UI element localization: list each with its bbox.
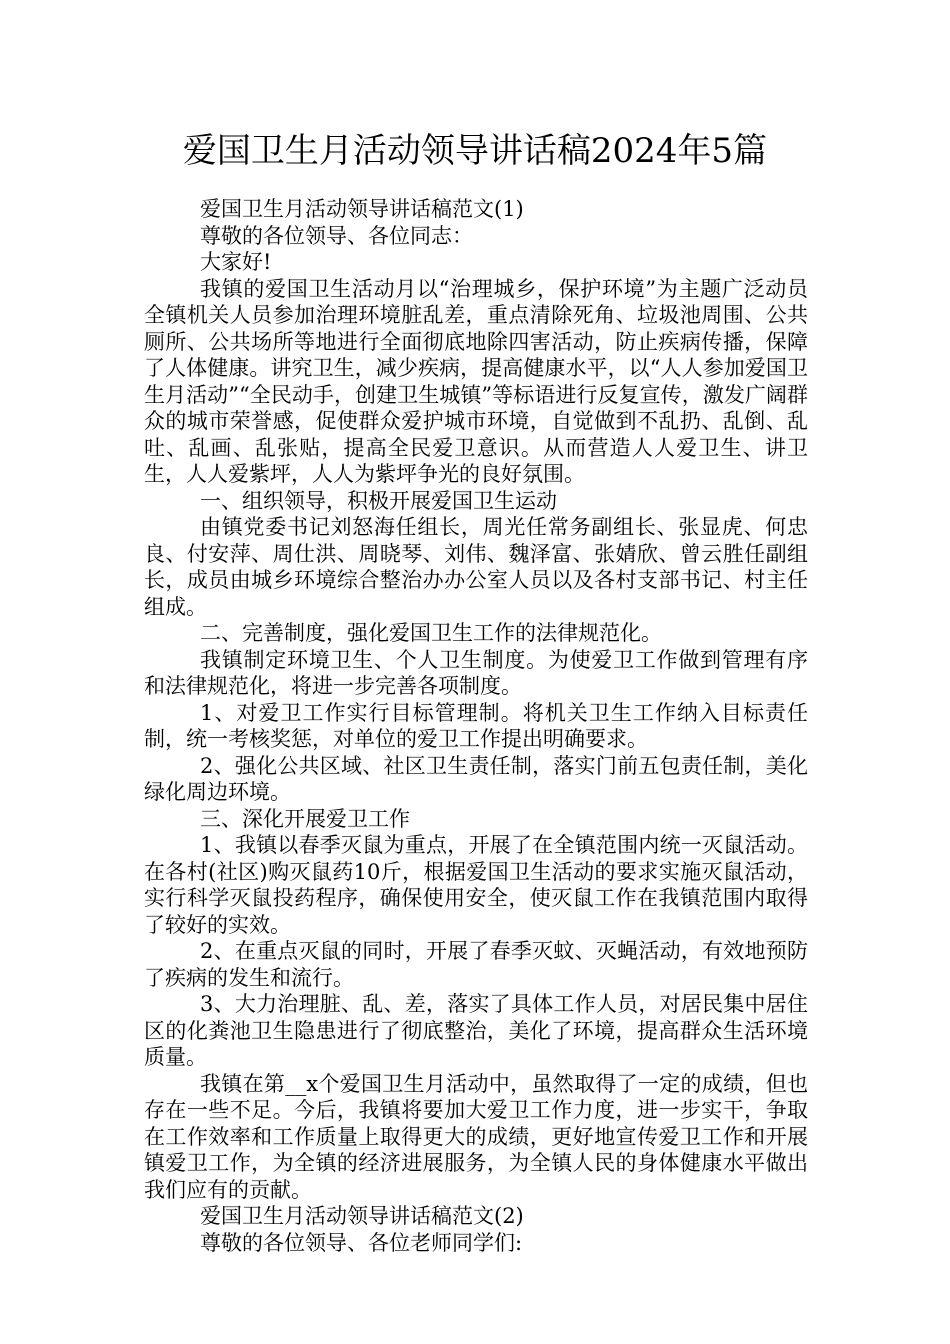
paragraph: 我镇的爱国卫生活动月以“治理城乡，保护环境”为主题广泛动员全镇机关人员参加治理环境脏乱差，重点清除死角、垃圾池周围、公共厕所、公共场所等地进行全面彻底地除四害活动，防止疾病传播，保障了人体健康。讲究卫生，减少疾病，提高健康水平，以“人人参加爱国卫生月活动”“全民动手，创建卫生城镇”等标语进行反复宣传，激发广阔群众的城市荣誉感，促使群众爱护城市环境，自觉做到不乱扔、乱倒、乱吐、乱画、乱张贴，提高全民爱卫意识。从而营造人人爱卫生、讲卫生，人人爱紫坪，人人为紫坪争光的良好氛围。: [144, 276, 808, 486]
paragraph: 我镇制定环境卫生、个人卫生制度。为使爱卫工作做到管理有序和法律规范化，将进一步完善各项制度。: [144, 647, 808, 698]
list-item: 2、在重点灭鼠的同时，开展了春季灭蚊、灭蝇活动，有效地预防了疾病的发生和流行。: [144, 939, 808, 990]
document-body: [144, 196, 808, 1256]
list-item: 1、我镇以春季灭鼠为重点，开展了在全镇范围内统一灭鼠活动。在各村(社区)购灭鼠药10斤，根据爱国卫生活动的要求实施灭鼠活动，实行科学灭鼠投药程序，确保使用安全，使灭鼠工作在我镇范围内取得了较好的实效。: [144, 833, 808, 937]
paragraph: 我镇在第__x个爱国卫生月活动中，虽然取得了一定的成绩，但也存在一些不足。今后，我镇将要加大爱卫工作力度，进一步实干，争取在工作效率和工作质量上取得更大的成绩，更好地宣传爱卫工作和开展镇爱卫工作，为全镇的经济进展服务，为全镇人民的身体健康水平做出我们应有的贡献。: [144, 1071, 808, 1202]
greeting: 大家好!: [200, 250, 272, 274]
list-item: 1、对爱卫工作实行目标管理制。将机关卫生工作纳入目标责任制，统一考核奖惩，对单位的爱卫工作提出明确要求。: [144, 700, 808, 751]
section-heading-2: 爱国卫生月活动领导讲话稿范文(2): [200, 1204, 524, 1228]
salutation: 尊敬的各位领导、各位同志：: [200, 223, 473, 248]
list-item: 2、强化公共区域、社区卫生责任制，落实门前五包责任制，美化绿化周边环境。: [144, 753, 808, 804]
paragraph: 由镇党委书记刘怒海任组长，周光任常务副组长、张显虎、何忠良、付安萍、周仕洪、周晓琴、刘伟、魏泽富、张婧欣、曾云胜任副组长，成员由城乡环境综合整治办办公室人员以及各村支部书记、村主任组成。: [144, 515, 808, 619]
salutation: 尊敬的各位领导、各位老师同学们:: [200, 1230, 523, 1255]
subheading: 二、完善制度，强化爱国卫生工作的法律规范化。: [200, 621, 662, 645]
subheading: 一、组织领导，积极开展爱国卫生运动: [200, 488, 557, 513]
section-heading-1: 爱国卫生月活动领导讲话稿范文(1): [200, 197, 524, 221]
list-item: 3、大力治理脏、乱、差，落实了具体工作人员，对居民集中居住区的化粪池卫生隐患进行了彻底整治，美化了环境，提高群众生活环境质量。: [144, 992, 808, 1069]
subheading: 三、深化开展爱卫工作: [200, 806, 410, 831]
document-title: 爱国卫生月活动领导讲话稿2024年5篇: [182, 131, 768, 171]
